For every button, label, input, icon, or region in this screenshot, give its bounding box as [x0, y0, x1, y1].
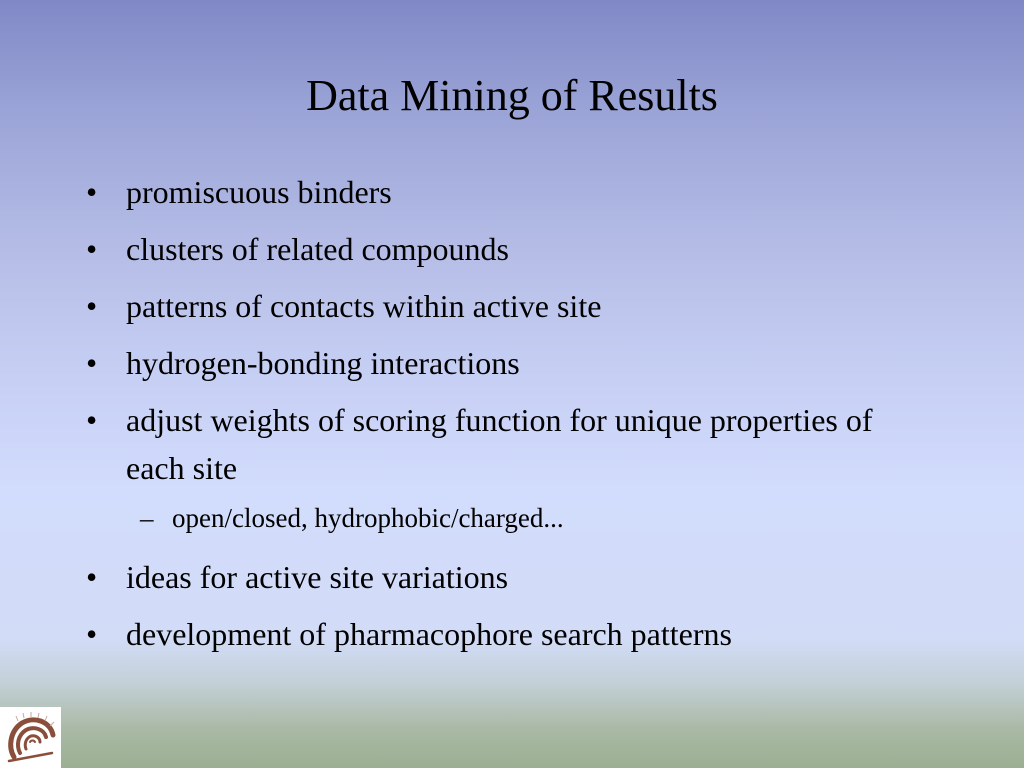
bullet-marker: • [86, 345, 98, 381]
bullet-item [82, 168, 912, 216]
bullet-marker: • [86, 174, 98, 210]
bullet-text: development of pharmacophore search patterns [126, 616, 732, 652]
bullet-text: adjust weights of scoring function for unique properties of each site [126, 402, 873, 486]
bullet-list [82, 168, 912, 667]
sub-bullet-marker: – [140, 503, 154, 533]
bullet-item [82, 610, 912, 658]
sub-bullet-item [82, 501, 912, 535]
sub-bullet-text: open/closed, hydrophobic/charged... [172, 503, 564, 533]
bullet-marker: • [86, 616, 98, 652]
bullet-text: ideas for active site variations [126, 559, 509, 595]
bullet-text: hydrogen-bonding interactions [126, 345, 520, 381]
shell-spiral-logo-icon [0, 707, 61, 768]
bullet-item [82, 225, 912, 273]
bullet-marker: • [86, 402, 98, 438]
bullet-item [82, 396, 912, 492]
bullet-item [82, 339, 912, 387]
bullet-text: clusters of related compounds [126, 231, 509, 267]
bullet-marker: • [86, 559, 98, 595]
bullet-item [82, 282, 912, 330]
bullet-marker: • [86, 231, 98, 267]
slide-title: Data Mining of Results [306, 71, 718, 120]
bullet-text: patterns of contacts within active site [126, 288, 602, 324]
bullet-marker: • [86, 288, 98, 324]
bullet-text: promiscuous binders [126, 174, 392, 210]
bullet-item [82, 553, 912, 601]
